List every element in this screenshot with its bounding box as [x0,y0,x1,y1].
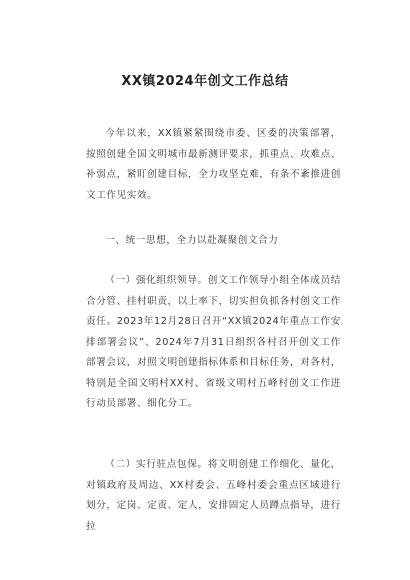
item-paragraph-1: （一）强化组织领导。创文工作领导小组全体成员结合分管、挂村职责，以上率下，切实担负抓各村创文工作责任。2023年12月28日召开“XX镇2024年重点工作安排部署会议”、2024年7月31日组织各村召开创文工作部署会议，对照文明创建指标体系和目标任务，对各村，特别是全国文明村XX村、省级文明村五峰村创文工作进行动员部署、细化分工。 [86,275,341,409]
intro-paragraph: 今年以来，XX镇紧紧围绕市委、区委的决策部署，按照创建全国文明城市最新测评要求，抓重点、攻难点、补弱点，紧盯创建目标，全力攻坚克难，有条不紊推进创文工作见实效。 [86,128,341,201]
section-heading: 一、统一思想，全力以赴凝聚创文合力 [105,235,279,246]
item-paragraph-2: （二）实行驻点包保。将文明创建工作细化、量化，对镇政府及周边、XX村委会、五峰村委会重点区域进行划分，定岗、定责、定人，安排固定人员蹲点指导，进行拉 [86,459,341,532]
document-title: XX镇2024年创文工作总结 [121,74,289,89]
